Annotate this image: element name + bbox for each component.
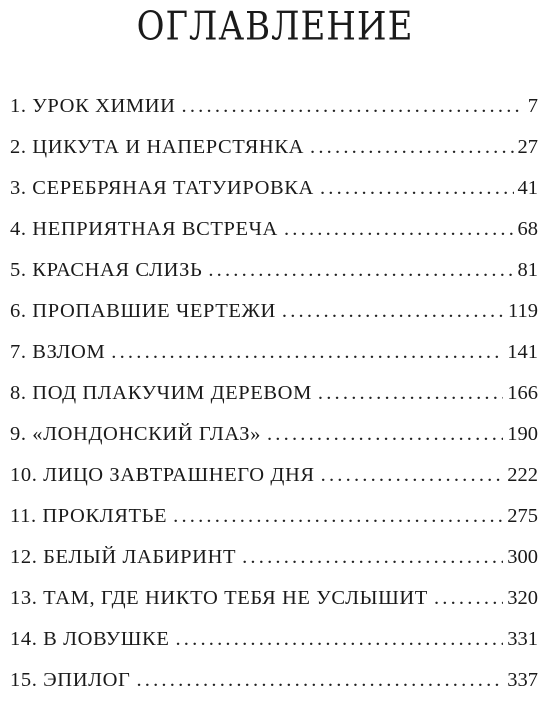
- toc-entry-page: 27: [517, 136, 538, 158]
- toc-entry-14: [10, 619, 538, 660]
- toc-entry-page: 7: [527, 95, 538, 117]
- toc-entry-title: 14. В ЛОВУШКЕ: [10, 628, 170, 650]
- toc-entry-title: 3. СЕРЕБРЯНАЯ ТАТУИРОВКА: [10, 177, 314, 199]
- toc-entry-7: [10, 332, 538, 373]
- toc-entry-page: 337: [507, 669, 538, 691]
- toc-entry-title: 11. ПРОКЛЯТЬЕ: [10, 505, 168, 527]
- dot-leader: [284, 209, 514, 250]
- toc-entry-page: 320: [507, 587, 538, 609]
- toc-entry-page: 68: [517, 218, 538, 240]
- toc-entry-5: [10, 250, 538, 291]
- toc-entry-6: [10, 291, 538, 332]
- toc-entry-title: 13. ТАМ, ГДЕ НИКТО ТЕБЯ НЕ УСЛЫШИТ: [10, 587, 428, 609]
- toc-entry-9: [10, 414, 538, 455]
- table-of-contents: [10, 86, 538, 701]
- toc-entry-title: 5. КРАСНАЯ СЛИЗЬ: [10, 259, 203, 281]
- toc-entry-title: 6. ПРОПАВШИЕ ЧЕРТЕЖИ: [10, 300, 276, 322]
- toc-entry-11: [10, 496, 538, 537]
- dot-leader: [136, 660, 503, 701]
- toc-entry-page: 119: [508, 300, 538, 322]
- toc-entry-1: [10, 86, 538, 127]
- dot-leader: [182, 86, 524, 127]
- toc-entry-title: 12. БЕЛЫЙ ЛАБИРИНТ: [10, 546, 237, 568]
- toc-entry-10: [10, 455, 538, 496]
- toc-entry-page: 81: [517, 259, 538, 281]
- dot-leader: [208, 250, 513, 291]
- toc-entry-title: 4. НЕПРИЯТНАЯ ВСТРЕЧА: [10, 218, 278, 240]
- dot-leader: [434, 578, 503, 619]
- toc-entry-12: [10, 537, 538, 578]
- toc-entry-15: [10, 660, 538, 701]
- toc-entry-page: 300: [507, 546, 538, 568]
- page-title: ОГЛАВЛЕНИЕ: [136, 4, 414, 50]
- toc-entry-page: 141: [507, 341, 538, 363]
- toc-entry-page: 41: [517, 177, 538, 199]
- toc-entry-2: [10, 127, 538, 168]
- toc-entry-title: 10. ЛИЦО ЗАВТРАШНЕГО ДНЯ: [10, 464, 315, 486]
- toc-entry-page: 166: [507, 382, 538, 404]
- dot-leader: [173, 496, 503, 537]
- dot-leader: [267, 414, 503, 455]
- toc-entry-title: 2. ЦИКУТА И НАПЕРСТЯНКА: [10, 136, 305, 158]
- dot-leader: [310, 127, 513, 168]
- dot-leader: [321, 455, 504, 496]
- dot-leader: [242, 537, 503, 578]
- toc-entry-8: [10, 373, 538, 414]
- toc-entry-page: 331: [507, 628, 538, 650]
- toc-entry-title: 1. УРОК ХИМИИ: [10, 95, 176, 117]
- toc-entry-4: [10, 209, 538, 250]
- toc-entry-13: [10, 578, 538, 619]
- toc-entry-page: 275: [507, 505, 538, 527]
- dot-leader: [111, 332, 503, 373]
- dot-leader: [175, 619, 503, 660]
- dot-leader: [320, 168, 514, 209]
- toc-entry-title: 9. «ЛОНДОНСКИЙ ГЛАЗ»: [10, 423, 261, 445]
- dot-leader: [282, 291, 504, 332]
- toc-entry-3: [10, 168, 538, 209]
- toc-entry-page: 190: [507, 423, 538, 445]
- toc-entry-title: 15. ЭПИЛОГ: [10, 669, 131, 691]
- toc-entry-title: 8. ПОД ПЛАКУЧИМ ДЕРЕВОМ: [10, 382, 312, 404]
- toc-entry-title: 7. ВЗЛОМ: [10, 341, 106, 363]
- dot-leader: [318, 373, 503, 414]
- toc-entry-page: 222: [507, 464, 538, 486]
